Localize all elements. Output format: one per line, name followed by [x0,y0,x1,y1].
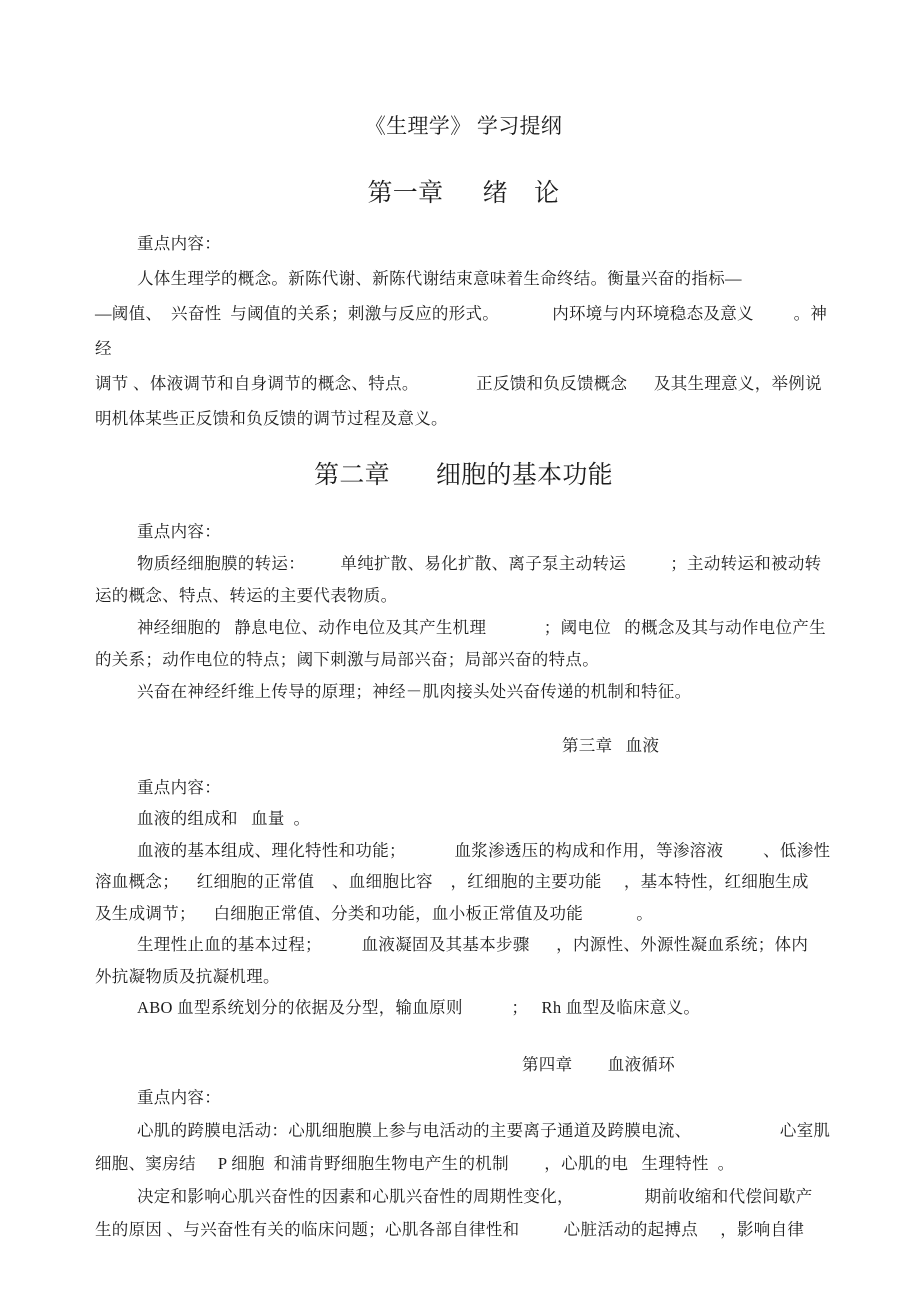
document-title: 《生理学》 学习提纲 [364,114,563,138]
text-line: 血液的基本组成、理化特性和功能； 血浆渗透压的构成和作用，等渗溶液 、低渗性 [137,840,831,860]
text-line: 生理性止血的基本过程； 血液凝固及其基本步骤 ，内源性、外源性凝血系统；体内 [137,935,809,954]
text-line: 运的概念、特点、转运的主要代表物质。 [95,586,398,605]
text-line: 调节 、体液调节和自身调节的概念、特点。 正反馈和负反馈概念 及其生理意义，举例说 [95,374,822,393]
chapter2-heading: 第二章 细胞的基本功能 [314,462,613,489]
chapter2-keypoints-label: 重点内容： [137,522,221,541]
chapter4-keypoints-label: 重点内容： [137,1087,221,1107]
chapter4-section [95,1081,832,1246]
text-line: 细胞、窦房结 P 细胞 和浦肯野细胞生物电产生的机制 ，心肌的电 生理特性 。 [95,1153,735,1173]
text-line: 的关系；动作电位的特点；阈下刺激与局部兴奋；局部兴奋的特点。 [95,650,599,669]
chapter3-section [95,772,832,1024]
text-line: 生的原因 、与兴奋性有关的临床问题；心肌各部自律性和 心脏活动的起搏点 ，影响自律 [95,1219,805,1239]
text-line: 兴奋在神经纤维上传导的原理；神经－肌肉接头处兴奋传递的机制和特征。 [137,682,692,701]
text-line: 人体生理学的概念。新陈代谢、新陈代谢结束意味着生命终结。衡量兴奋的指标— [137,269,742,288]
text-line: 血液的组成和 血量 。 [137,809,311,828]
text-line: 神经细胞的 静息电位、动作电位及其产生机理 ；阈电位 的概念及其与动作电位产生 [137,618,826,637]
text-line: 决定和影响心肌兴奋性的因素和心肌兴奋性的周期性变化， 期前收缩和代偿间歇产 [137,1186,813,1206]
text-line: 心肌的跨膜电活动：心肌细胞膜上参与电活动的主要离子通道及跨膜电流、 心室肌 [137,1120,831,1140]
text-line: 外抗凝物质及抗凝机理。 [95,966,280,986]
chapter2-section [95,516,832,708]
chapter1-heading: 第一章 绪 论 [367,180,560,207]
chapter3-keypoints-label: 重点内容： [137,777,221,797]
text-line: ABO 血型系统划分的依据及分型，输血原则 ； Rh 血型及临床意义。 [137,998,701,1017]
chapter1-keypoints-label: 重点内容： [137,234,221,253]
text-line: 明机体某些正反馈和负反馈的调节过程及意义。 [95,409,448,428]
text-line: 物质经细胞膜的转运： 单纯扩散、易化扩散、离子泵主动转运 ；主动转运和被动转 [137,554,822,573]
text-line: 及生成调节； 白细胞正常值、分类和功能，血小板正常值及功能 。 [95,903,653,923]
chapter4-heading: 第四章 血液循环 [522,1054,675,1074]
text-line: —阈值、 兴奋性 与阈值的关系；刺激与反应的形式。 内环境与内环境稳态及意义 。神经 [95,304,828,358]
text-line: 溶血概念； 红细胞的正常值 、血细胞比容 ，红细胞的主要功能 ，基本特性，红细胞生成 [95,872,809,891]
chapter1-section [95,226,832,436]
chapter3-heading: 第三章 血液 [562,736,660,755]
